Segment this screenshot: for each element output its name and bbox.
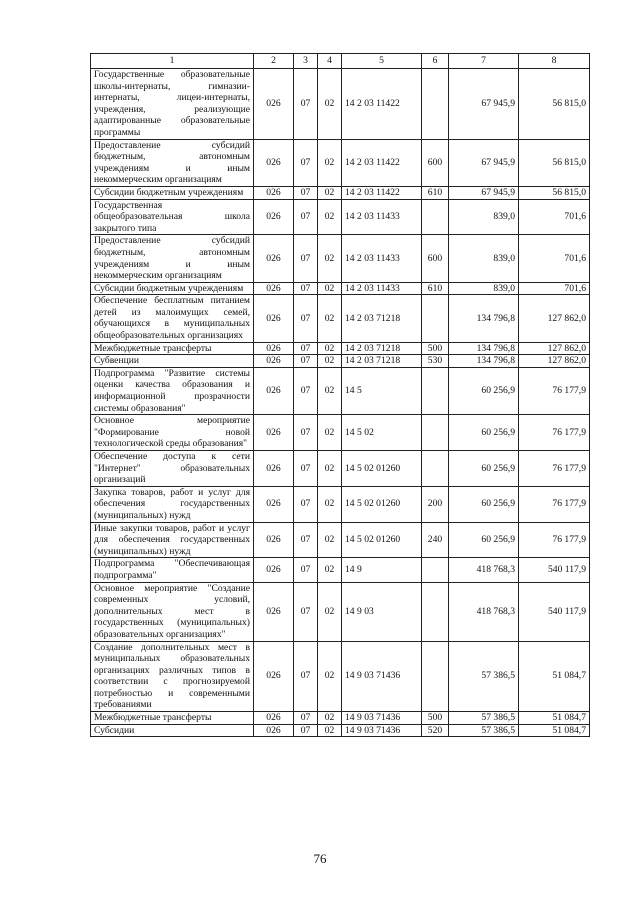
target-article-cell: 14 5 02 [342,415,422,451]
amount-year2-cell: 127 862,0 [519,342,590,355]
amount-year2-cell: 56 815,0 [519,139,590,186]
admin-code-cell: 026 [254,282,294,295]
admin-code-cell: 026 [254,415,294,451]
row-name-cell: Межбюджетные трансферты [91,342,254,355]
row-name-cell: Подпрограмма "Обеспечивающая подпрограмма" [91,558,254,582]
table-row [91,235,590,282]
row-name-cell: Закупка товаров, работ и услуг для обеспечения государственных (муниципальных) нужд [91,486,254,522]
expense-type-cell [422,295,449,342]
target-article-cell: 14 9 [342,558,422,582]
admin-code-cell: 026 [254,558,294,582]
table-row [91,342,590,355]
section-cell: 07 [294,199,318,235]
subsection-cell: 02 [318,582,342,641]
row-name-cell: Государственная общеобразовательная школа закрытого типа [91,199,254,235]
row-name-cell: Субсидии бюджетным учреждениям [91,282,254,295]
expense-type-cell [422,451,449,487]
section-cell: 07 [294,415,318,451]
subsection-cell: 02 [318,486,342,522]
admin-code-cell: 026 [254,582,294,641]
target-article-cell: 14 5 02 01260 [342,486,422,522]
expense-type-cell: 240 [422,522,449,558]
row-name-cell: Подпрограмма "Развитие системы оценки качества образования и информационной прозрачности системы образования" [91,367,254,414]
admin-code-cell: 026 [254,641,294,712]
target-article-cell: 14 2 03 11422 [342,69,422,140]
admin-code-cell: 026 [254,724,294,737]
table-row [91,199,590,235]
row-name-cell: Государственные образовательные школы-интернаты, гимназии-интернаты, лицеи-интернаты, учреждения, реализующие адаптированные образовательные программы [91,69,254,140]
section-cell: 07 [294,139,318,186]
amount-year1-cell: 418 768,3 [449,558,519,582]
amount-year1-cell: 67 945,9 [449,139,519,186]
amount-year2-cell: 51 084,7 [519,641,590,712]
target-article-cell: 14 5 02 01260 [342,522,422,558]
section-cell: 07 [294,69,318,140]
section-cell: 07 [294,282,318,295]
amount-year2-cell: 51 084,7 [519,724,590,737]
amount-year1-cell: 134 796,8 [449,355,519,368]
row-name-cell: Иные закупки товаров, работ и услуг для обеспечения государственных (муниципальных) нужд [91,522,254,558]
amount-year1-cell: 60 256,9 [449,415,519,451]
admin-code-cell: 026 [254,342,294,355]
target-article-cell: 14 2 03 11433 [342,282,422,295]
column-header: 4 [318,54,342,69]
target-article-cell: 14 2 03 11422 [342,139,422,186]
target-article-cell: 14 2 03 11422 [342,186,422,199]
target-article-cell: 14 9 03 71436 [342,712,422,725]
subsection-cell: 02 [318,522,342,558]
column-header: 2 [254,54,294,69]
column-header: 8 [519,54,590,69]
amount-year1-cell: 60 256,9 [449,451,519,487]
subsection-cell: 02 [318,355,342,368]
budget-table [90,53,590,737]
admin-code-cell: 026 [254,199,294,235]
section-cell: 07 [294,558,318,582]
subsection-cell: 02 [318,199,342,235]
expense-type-cell [422,367,449,414]
amount-year1-cell: 67 945,9 [449,69,519,140]
amount-year2-cell: 540 117,9 [519,558,590,582]
table-row [91,486,590,522]
table-row [91,712,590,725]
target-article-cell: 14 9 03 71436 [342,724,422,737]
expense-type-cell [422,415,449,451]
section-cell: 07 [294,355,318,368]
row-name-cell: Субсидии [91,724,254,737]
table-row [91,415,590,451]
row-name-cell: Основное мероприятие "Формирование новой технологической среды образования" [91,415,254,451]
amount-year2-cell: 127 862,0 [519,355,590,368]
expense-type-cell: 520 [422,724,449,737]
amount-year2-cell: 56 815,0 [519,69,590,140]
section-cell: 07 [294,342,318,355]
row-name-cell: Обеспечение бесплатным питанием детей из малоимущих семей, обучающихся в муниципальных общеобразовательных организациях [91,295,254,342]
section-cell: 07 [294,724,318,737]
expense-type-cell: 530 [422,355,449,368]
target-article-cell: 14 2 03 71218 [342,295,422,342]
table-row [91,641,590,712]
row-name-cell: Межбюджетные трансферты [91,712,254,725]
admin-code-cell: 026 [254,712,294,725]
section-cell: 07 [294,186,318,199]
section-cell: 07 [294,641,318,712]
admin-code-cell: 026 [254,367,294,414]
row-name-cell: Субсидии бюджетным учреждениям [91,186,254,199]
row-name-cell: Предоставление субсидий бюджетным, автономным учреждениям и иным некоммерческим организациям [91,139,254,186]
amount-year1-cell: 839,0 [449,199,519,235]
subsection-cell: 02 [318,186,342,199]
amount-year1-cell: 60 256,9 [449,522,519,558]
target-article-cell: 14 5 02 01260 [342,451,422,487]
amount-year2-cell: 540 117,9 [519,582,590,641]
table-row [91,522,590,558]
table-row [91,295,590,342]
amount-year1-cell: 57 386,5 [449,712,519,725]
table-row [91,355,590,368]
section-cell: 07 [294,295,318,342]
target-article-cell: 14 2 03 11433 [342,235,422,282]
expense-type-cell: 610 [422,282,449,295]
section-cell: 07 [294,522,318,558]
column-header: 5 [342,54,422,69]
column-header: 6 [422,54,449,69]
page-number: 76 [313,851,327,866]
table-row [91,139,590,186]
admin-code-cell: 026 [254,69,294,140]
amount-year2-cell: 701,6 [519,282,590,295]
section-cell: 07 [294,582,318,641]
expense-type-cell: 610 [422,186,449,199]
table-row [91,367,590,414]
subsection-cell: 02 [318,342,342,355]
section-cell: 07 [294,451,318,487]
subsection-cell: 02 [318,295,342,342]
subsection-cell: 02 [318,641,342,712]
amount-year2-cell: 56 815,0 [519,186,590,199]
row-name-cell: Обеспечение доступа к сети "Интернет" образовательных организаций [91,451,254,487]
amount-year1-cell: 60 256,9 [449,486,519,522]
table-row [91,724,590,737]
admin-code-cell: 026 [254,235,294,282]
table-row [91,69,590,140]
subsection-cell: 02 [318,282,342,295]
admin-code-cell: 026 [254,486,294,522]
table-row [91,582,590,641]
amount-year1-cell: 134 796,8 [449,295,519,342]
amount-year1-cell: 134 796,8 [449,342,519,355]
target-article-cell: 14 5 [342,367,422,414]
admin-code-cell: 026 [254,451,294,487]
expense-type-cell [422,558,449,582]
expense-type-cell [422,199,449,235]
amount-year1-cell: 57 386,5 [449,641,519,712]
admin-code-cell: 026 [254,295,294,342]
amount-year1-cell: 839,0 [449,282,519,295]
admin-code-cell: 026 [254,522,294,558]
admin-code-cell: 026 [254,355,294,368]
column-header: 3 [294,54,318,69]
section-cell: 07 [294,367,318,414]
subsection-cell: 02 [318,235,342,282]
target-article-cell: 14 2 03 71218 [342,342,422,355]
section-cell: 07 [294,235,318,282]
target-article-cell: 14 2 03 11433 [342,199,422,235]
table-header-row [91,54,590,69]
expense-type-cell [422,582,449,641]
expense-type-cell: 500 [422,712,449,725]
admin-code-cell: 026 [254,186,294,199]
row-name-cell: Предоставление субсидий бюджетным, автономным учреждениям и иным некоммерческим организациям [91,235,254,282]
column-header: 7 [449,54,519,69]
expense-type-cell: 200 [422,486,449,522]
row-name-cell: Основное мероприятие "Создание современных условий, дополнительных мест в государственных (муниципальных) образовательных организациях" [91,582,254,641]
amount-year1-cell: 57 386,5 [449,724,519,737]
admin-code-cell: 026 [254,139,294,186]
expense-type-cell [422,641,449,712]
subsection-cell: 02 [318,139,342,186]
table-row [91,186,590,199]
expense-type-cell: 500 [422,342,449,355]
amount-year1-cell: 418 768,3 [449,582,519,641]
amount-year2-cell: 701,6 [519,235,590,282]
subsection-cell: 02 [318,712,342,725]
column-header: 1 [91,54,254,69]
amount-year2-cell: 76 177,9 [519,522,590,558]
table-row [91,282,590,295]
subsection-cell: 02 [318,69,342,140]
subsection-cell: 02 [318,724,342,737]
expense-type-cell [422,69,449,140]
amount-year2-cell: 76 177,9 [519,451,590,487]
target-article-cell: 14 9 03 71436 [342,641,422,712]
amount-year1-cell: 839,0 [449,235,519,282]
amount-year2-cell: 701,6 [519,199,590,235]
subsection-cell: 02 [318,558,342,582]
row-name-cell: Создание дополнительных мест в муниципальных образовательных организациях различных типов в соответствии с прогнозируемой потребностью и современными требованиями [91,641,254,712]
amount-year2-cell: 76 177,9 [519,486,590,522]
subsection-cell: 02 [318,367,342,414]
amount-year2-cell: 76 177,9 [519,367,590,414]
subsection-cell: 02 [318,451,342,487]
amount-year1-cell: 60 256,9 [449,367,519,414]
target-article-cell: 14 9 03 [342,582,422,641]
subsection-cell: 02 [318,415,342,451]
expense-type-cell: 600 [422,235,449,282]
amount-year2-cell: 51 084,7 [519,712,590,725]
expense-type-cell: 600 [422,139,449,186]
amount-year2-cell: 76 177,9 [519,415,590,451]
section-cell: 07 [294,486,318,522]
amount-year1-cell: 67 945,9 [449,186,519,199]
table-row [91,451,590,487]
table-row [91,558,590,582]
row-name-cell: Субвенции [91,355,254,368]
section-cell: 07 [294,712,318,725]
target-article-cell: 14 2 03 71218 [342,355,422,368]
amount-year2-cell: 127 862,0 [519,295,590,342]
